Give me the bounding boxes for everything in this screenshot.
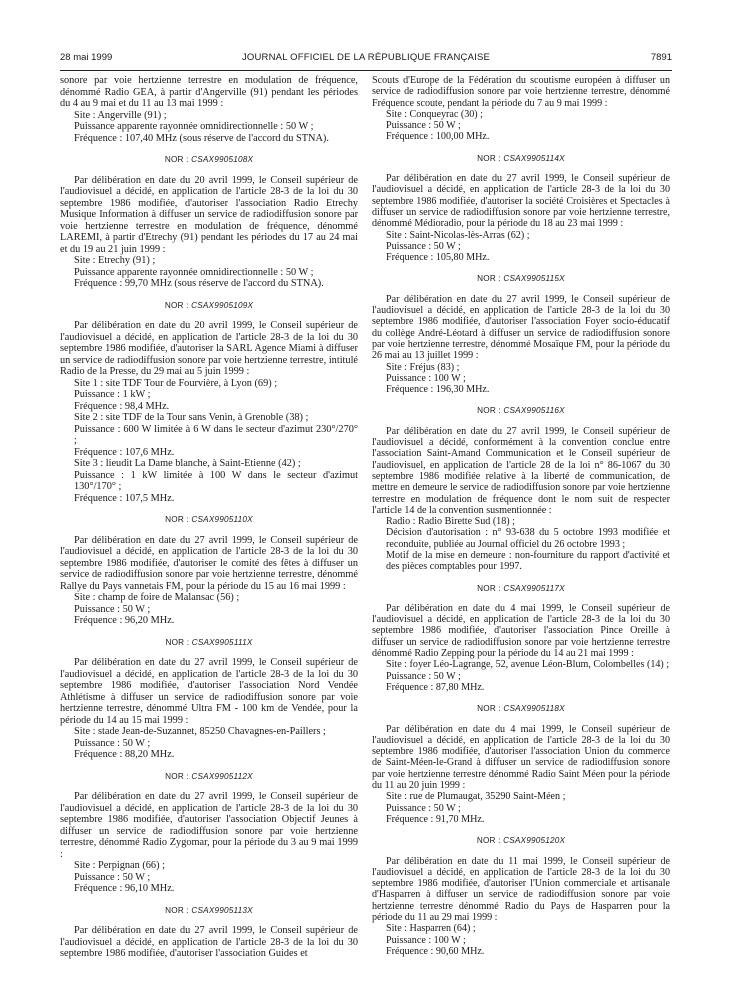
sections <box>372 153 670 957</box>
detail-line: Site : champ de foire de Malansac (56) ; <box>74 592 240 603</box>
detail-line: Site 3 : lieudit La Dame blanche, à Saint-Etienne (42) ; <box>74 458 301 469</box>
journal-title: JOURNAL OFFICIEL DE LA RÉPUBLIQUE FRANÇAISE <box>241 52 491 63</box>
decision-block <box>372 153 670 264</box>
nor-code: CSAX9905109X <box>191 300 254 310</box>
decision-block <box>60 637 358 761</box>
intro-text: sonore par voie hertzienne terrestre en modulation de fréquence, dénommé Radio GEA, à partir d'Angerville (91) pendant les périodes du 4 au 9 mai et du 11 au 13 mai 1999 : <box>60 75 358 109</box>
nor-code: CSAX9905115X <box>503 274 565 284</box>
nor-reference <box>60 154 358 166</box>
nor-reference <box>372 583 670 594</box>
detail-line: Site : foyer Léo-Lagrange, 52, avenue Léon-Blum, Colombelles (14) ; <box>386 659 670 671</box>
page-number: 7891 <box>650 52 672 63</box>
detail-lines <box>372 516 670 572</box>
detail-line: Puissance apparente rayonnée omnidirectionnelle : 50 W ; <box>74 266 314 278</box>
nor-label: NOR : <box>476 836 501 846</box>
detail-lines <box>60 726 358 761</box>
detail-lines <box>372 791 670 825</box>
detail-lines <box>372 923 670 957</box>
nor-label: NOR : <box>477 153 501 163</box>
detail-line: Fréquence : 91,70 MHz. <box>386 813 485 825</box>
decision-block <box>60 905 358 960</box>
nor-reference <box>372 273 670 284</box>
decision-text: Par délibération en date du 20 avril 1999, le Conseil supérieur de l'audiovisuel a décidé, en application de l'article 28-3 de la loi du 30 septembre 1986 modifiée, d'autoriser l'association Radio Etrechy Musique Information à diffuser un service de radiodiffusion sonore par voie hertzienne terrestre en modulation de fréquence, dénommé LAREMI, à partir d'Etrechy (91) pendant les périodes du 17 au 24 mai et du 19 au 21 juin 1999 : <box>60 174 358 255</box>
intro-block <box>372 75 670 143</box>
nor-label: NOR : <box>165 637 190 647</box>
issue-date: 28 mai 1999 <box>60 52 113 63</box>
detail-lines <box>372 659 670 693</box>
detail-line: Puissance : 1 kW limitée à 100 W dans le secteur d'azimut 130°/170° ; <box>74 469 358 492</box>
detail-line: Décision d'autorisation : n° 93-638 du 5 octobre 1993 modifiée et reconduite, publiée au Journal officiel du 26 octobre 1993 ; <box>386 527 670 550</box>
right-column <box>372 75 670 957</box>
nor-reference <box>372 153 670 164</box>
decision-text: Par délibération en date du 20 avril 1999, le Conseil supérieur de l'audiovisuel a décidé, en application de l'article 28-3 de la loi du 30 septembre 1986 modifiée, d'autoriser la SARL Agence Miami à diffuser un service de radiodiffusion sonore par voie hertzienne terrestre, intitulé Radio de la Presse, du 29 mai au 5 juin 1999 : <box>60 320 358 377</box>
decision-block <box>60 154 358 290</box>
decision-block <box>372 703 670 825</box>
intro-lines <box>60 110 358 145</box>
nor-label: NOR : <box>165 905 189 915</box>
nor-reference <box>60 637 358 649</box>
decision-text: Par délibération en date du 4 mai 1999, le Conseil supérieur de l'audiovisuel a décidé, en application de l'article 28-3 de la loi du 30 septembre 1986 modifiée, d'autoriser l'association Union du commerce de Saint-Méen-le-Grand à diffuser un service de radiodiffusion sonore par voie hertzienne terrestre dénommé Radio Saint Méen pour la période du 11 au 20 juin 1999 : <box>372 723 670 792</box>
nor-code: CSAX9905111X <box>191 637 253 647</box>
decision-text: Par délibération en date du 4 mai 1999, le Conseil supérieur de l'audiovisuel a décidé, en application de l'article 28-3 de la loi du 30 septembre 1986 modifiée, d'autoriser l'association Pince Oreille à diffuser un service de radiodiffusion sonore par voie hertzienne terrestre dénommé Radio Zepping pour la période du 14 au 21 mai 1999 : <box>372 602 670 660</box>
decision-text: Par délibération en date du 27 avril 1999, le Conseil supérieur de l'audiovisuel a décidé, conformément à la convention conclue entre l'association Saint-Amand Communication et le Conseil supérieur de l'audiovisuel, en application de l'article 28 de la loi n° 86-1067 du 30 septembre 1986 modifiée relative à la liberté de communication, de mettre en demeure le service de radiodiffusion sonore par voie hertzienne terrestre en modulation de fréquence dont le nom suit de respecter l'article 14 de la convention susmentionnée : <box>372 425 670 516</box>
intro-block <box>60 75 358 144</box>
decision-block <box>60 771 358 895</box>
nor-reference <box>372 405 670 416</box>
detail-line: Fréquence : 98,4 MHz. <box>74 400 170 412</box>
decision-block <box>372 583 670 694</box>
detail-line: Fréquence : 87,80 MHz. <box>386 681 485 693</box>
nor-label: NOR : <box>164 300 189 310</box>
decision-block <box>60 300 358 505</box>
detail-lines <box>60 592 358 627</box>
detail-line: Site : Etrechy (91) ; <box>74 255 156 266</box>
nor-reference <box>372 703 670 714</box>
header-rule <box>60 70 672 71</box>
decision-block <box>372 273 670 395</box>
nor-label: NOR : <box>477 406 501 416</box>
detail-line: Puissance : 50 W ; <box>386 802 461 814</box>
nor-code: CSAX9905117X <box>503 583 565 593</box>
detail-line: Fréquence : 96,20 MHz. <box>74 615 175 626</box>
decision-text: Par délibération en date du 27 avril 1999, le Conseil supérieur de l'audiovisuel a décidé, en application de l'article 28-3 de la loi du 30 septembre 1986 modifiée, d'autoriser l'association Guides et <box>60 925 358 959</box>
detail-line: Site : Perpignan (66) ; <box>74 860 165 871</box>
decision-text: Par délibération en date du 27 avril 1999, le Conseil supérieur de l'audiovisuel a décidé, en application de l'article 28-3 de la loi du 30 septembre 1986 modifiée, d'autoriser l'association Nord Vendée Athlétisme à diffuser un service de radiodiffusion sonore par voie hertzienne terrestre, dénommé Ultra FM - 100 km de Vendée, pour la période du 14 au 15 mai 1999 : <box>60 657 358 726</box>
detail-lines <box>372 230 670 264</box>
intro-text: Scouts d'Europe de la Fédération du scoutisme européen à diffuser un service de radiodiffusion sonore par voie hertzienne terrestre, dénommé Fréquence scoute, pendant la période du 7 au 9 mai 1999 : <box>372 75 670 109</box>
detail-line: Fréquence : 107,6 MHz. <box>74 446 175 458</box>
detail-line: Site : Conqueyrac (30) ; <box>386 108 483 120</box>
decision-text: Par délibération en date du 11 mai 1999, le Conseil supérieur de l'audiovisuel a décidé, en application de l'article 28-3 de la loi du 30 septembre 1986 modifiée, d'autoriser l'Union commerciale et artisanale d'Hasparren à diffuser un service de radiodiffusion sonore par voie hertzienne terrestre dénommé Radio du Pays de Hasparren pour la période du 11 au 29 mai 1999 : <box>372 855 670 923</box>
detail-line: Motif de la mise en demeure : non-fourniture du rapport d'activité et des pièces comptables pour 1997. <box>386 549 670 573</box>
detail-lines <box>60 378 358 505</box>
intro-lines <box>372 109 670 143</box>
detail-line: Fréquence : 90,60 MHz. <box>386 945 485 957</box>
nor-reference <box>60 300 358 312</box>
nor-label: NOR : <box>165 515 189 524</box>
nor-reference <box>372 835 670 846</box>
detail-line: Site 2 : site TDF de la Tour sans Venin, à Grenoble (38) ; <box>74 412 309 423</box>
nor-code: CSAX9905120X <box>503 836 566 846</box>
detail-line: Radio : Radio Birette Sud (18) ; <box>386 516 515 528</box>
nor-reference <box>60 771 358 783</box>
detail-line: Fréquence : 88,20 MHz. <box>74 749 175 760</box>
detail-line: Fréquence : 105,80 MHz. <box>386 252 490 264</box>
detail-line: Fréquence : 99,70 MHz (sous réserve de l'accord du STNA). <box>74 278 324 289</box>
detail-line: Fréquence : 100,00 MHz. <box>386 131 490 143</box>
detail-line: Puissance : 50 W ; <box>386 240 461 252</box>
detail-line: Puissance : 50 W ; <box>74 603 151 615</box>
detail-lines <box>372 362 670 396</box>
detail-line: Site : Fréjus (83) ; <box>386 361 460 373</box>
detail-line: Fréquence : 196,30 MHz. <box>386 384 490 396</box>
decision-text: Par délibération en date du 27 avril 1999, le Conseil supérieur de l'audiovisuel a décidé, en application de l'article 28-3 de la loi du 30 septembre 1986 modifiée, d'autoriser la société Croisières et Spectacles à diffuser un service de radiodiffusion sonore par voie hertzienne terrestre, dénommé Médioradio, pour la période du 18 au 23 mai 1999 : <box>372 173 670 230</box>
nor-label: NOR : <box>477 583 501 593</box>
detail-line: Puissance : 50 W ; <box>74 871 151 883</box>
detail-line: Puissance : 100 W ; <box>386 934 466 946</box>
detail-line: Puissance : 50 W ; <box>386 120 461 132</box>
decision-block <box>372 405 670 572</box>
detail-lines <box>60 255 358 290</box>
detail-line: Site : Angerville (91) ; <box>74 109 167 121</box>
decision-block <box>372 835 670 957</box>
nor-code: CSAX9905116X <box>503 406 565 416</box>
sections <box>60 154 358 960</box>
detail-line: Puissance apparente rayonnée omnidirectionnelle : 50 W ; <box>74 121 314 132</box>
detail-line: Fréquence : 107,40 MHz (sous réserve de l'accord du STNA). <box>74 132 329 144</box>
nor-reference <box>60 514 358 526</box>
decision-text: Par délibération en date du 27 avril 1999, le Conseil supérieur de l'audiovisuel a décidé, en application de l'article 28-3 de la loi du 30 septembre 1986 modifiée, d'autoriser l'association Foyer socio-éducatif du collège André-Léotard à diffuser un service de radiodiffusion sonore par voie hertzienne terrestre, dénommé Mosaïque FM, pour la période du 26 mai au 13 juillet 1999 : <box>372 293 670 362</box>
decision-block <box>60 514 358 627</box>
nor-label: NOR : <box>165 771 189 781</box>
nor-code: CSAX9905113X <box>191 905 253 915</box>
nor-reference <box>60 905 358 917</box>
left-column <box>60 75 358 960</box>
detail-line: Puissance : 1 kW ; <box>74 389 151 400</box>
detail-line: Puissance : 100 W ; <box>386 372 466 384</box>
detail-line: Puissance : 600 W limitée à 6 W dans le secteur d'azimut 230°/270° ; <box>74 423 358 446</box>
page-header <box>60 52 672 68</box>
nor-code: CSAX9905108X <box>191 155 254 164</box>
nor-label: NOR : <box>477 274 501 284</box>
detail-line: Puissance : 50 W ; <box>74 737 151 749</box>
nor-label: NOR : <box>164 155 189 164</box>
nor-code: CSAX9905118X <box>503 704 565 714</box>
detail-line: Fréquence : 107,5 MHz. <box>74 492 175 504</box>
detail-line: Site : Hasparren (64) ; <box>386 923 476 935</box>
detail-line: Puissance : 50 W ; <box>386 670 461 682</box>
detail-line: Site : rue de Plumaugat, 35290 Saint-Méen ; <box>386 791 566 803</box>
detail-line: Site : Saint-Nicolas-lès-Arras (62) ; <box>386 229 530 241</box>
detail-line: Site : stade Jean-de-Suzannet, 85250 Chavagnes-en-Paillers ; <box>74 726 326 737</box>
decision-text: Par délibération en date du 27 avril 1999, le Conseil supérieur de l'audiovisuel a décidé, en application de l'article 28-3 de la loi du 30 septembre 1986 modifiée, d'autoriser l'association Objectif Jeunes à diffuser un service de radiodiffusion sonore par voie hertzienne terrestre, dénommé Radio Zygomar, pour la période du 3 au 9 mai 1999 : <box>60 791 358 860</box>
decision-text: Par délibération en date du 27 avril 1999, le Conseil supérieur de l'audiovisuel a décidé, en application de l'article 28-3 de la loi du 30 septembre 1986 modifiée, d'autoriser le comité des fêtes à diffuser un service de radiodiffusion sonore par voie hertzienne terrestre, dénommé Rallye du Pays vannetais FM, pour la période du 15 au 16 mai 1999 : <box>60 534 358 592</box>
nor-code: CSAX9905110X <box>191 515 253 524</box>
nor-label: NOR : <box>477 704 501 714</box>
nor-code: CSAX9905112X <box>191 771 253 781</box>
nor-code: CSAX9905114X <box>503 153 565 163</box>
detail-line: Site 1 : site TDF Tour de Fourvière, à Lyon (69) ; <box>74 377 278 389</box>
detail-line: Fréquence : 96,10 MHz. <box>74 883 175 894</box>
detail-lines <box>60 860 358 895</box>
